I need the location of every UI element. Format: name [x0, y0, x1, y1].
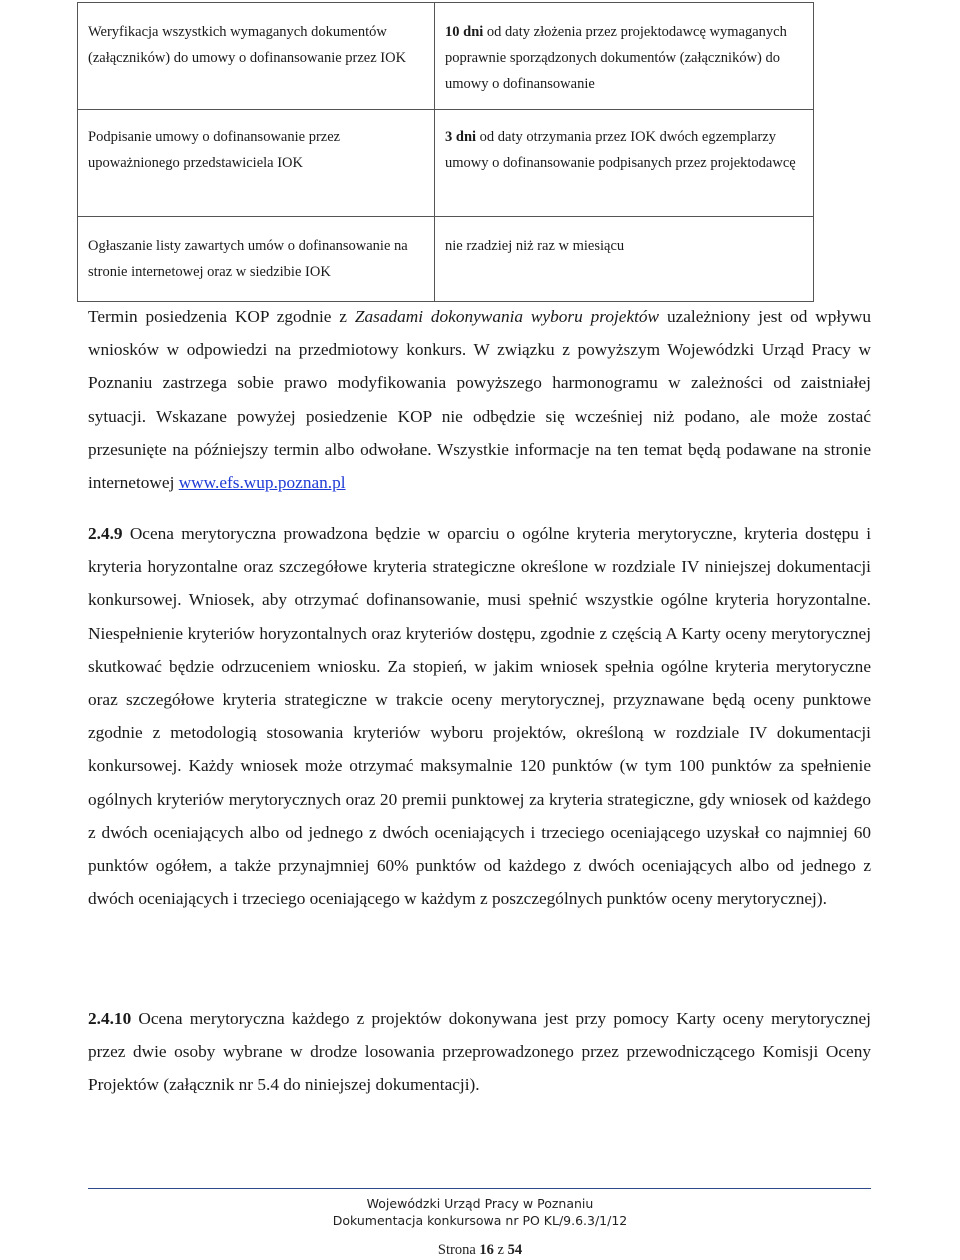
- deadline-text: nie rzadziej niż raz w miesiącu: [445, 238, 625, 254]
- task-text: Weryfikacja wszystkich wymaganych dokumentów (załączników) do umowy o dofinansowanie przez IOK: [88, 24, 407, 66]
- deadline-text: od daty złożenia przez projektodawcę wymaganych poprawnie sporządzonych dokumentów (załączników) do umowy o dofinansowanie: [445, 24, 787, 92]
- website-link[interactable]: www.efs.wup.poznan.pl: [178, 473, 346, 493]
- page-current: 16: [479, 1242, 494, 1258]
- section-number: 2.4.9: [88, 524, 123, 543]
- deadline-bold: 10 dni: [445, 24, 484, 40]
- paragraph-kop-schedule: [88, 300, 871, 499]
- page-number: [0, 1242, 960, 1259]
- paragraph-text: Ocena merytoryczna prowadzona będzie w oparciu o ogólne kryteria merytoryczne, kryteria dostępu i kryteria horyzontalne oraz szczegółowe kryteria strategiczne określone w rozdziale IV niniejszej dokumentacji konkursowej. Wniosek, aby otrzymać dofinansowanie, musi spełnić wszystkie ogólne kryteria horyzontalne. Niespełnienie kryteriów horyzontalnych oraz kryteriów dostępu, zgodnie z częścią A Karty oceny merytorycznej skutkować będzie odrzuceniem wniosku. Za stopień, w jakim wniosek spełnia ogólne kryteria merytoryczne oraz szczegółowe kryteria strategiczne w trakcie oceny merytorycznej, przyznawane będą oceny punktowe zgodnie z metodologią stosowania kryteriów wyboru projektów, określoną w rozdziale IV dokumentacji konkursowej. Każdy wniosek może otrzymać maksymalnie 120 punktów (w tym 100 punktów za spełnienie ogólnych kryteriów merytorycznych oraz 20 premii punktowej za kryteria strategiczne, gdy wniosek od każdego z dwóch oceniających albo od jednego z dwóch oceniających i trzeciego oceniającego uzyskał co najmniej 60 punktów ogółem, a także przynajmniej 60% punktów od każdego z dwóch oceniających albo od jednego z dwóch oceniających i trzeciego oceniającego w każdym z poszczególnych punktów oceny merytorycznej).: [88, 524, 871, 909]
- schedule-table: [77, 2, 814, 302]
- footer-institution: Wojewódzki Urząd Pracy w Poznaniu: [366, 1196, 594, 1211]
- task-text: Podpisanie umowy o dofinansowanie przez upoważnionego przedstawiciela IOK: [88, 129, 341, 171]
- table-row: [78, 3, 814, 110]
- page-total: 54: [507, 1242, 523, 1258]
- table-row: [78, 110, 814, 217]
- paragraph-italic-text: Zasadami dokonywania wyboru projektów: [354, 307, 660, 326]
- deadline-text: od daty otrzymania przez IOK dwóch egzemplarzy umowy o dofinansowanie podpisanych przez projektodawcę: [445, 129, 796, 171]
- page-prefix: Strona: [437, 1242, 480, 1258]
- table-cell-deadline: [435, 110, 814, 217]
- footer-divider: [88, 1188, 871, 1189]
- task-text: Ogłaszanie listy zawartych umów o dofinansowanie na stronie internetowej oraz w siedzibie IOK: [88, 238, 408, 280]
- paragraph-text: Termin posiedzenia KOP zgodnie z: [88, 307, 355, 326]
- deadline-bold: 3 dni: [445, 129, 477, 145]
- paragraph-text: Ocena merytoryczna każdego z projektów dokonywana jest przy pomocy Karty oceny merytorycznej przez dwie osoby wybrane w drodze losowania przeprowadzonego przez przewodniczącego Komisji Oceny Projektów (załącznik nr 5.4 do niniejszej dokumentacji).: [88, 1009, 871, 1095]
- table-cell-task: [78, 217, 435, 302]
- table-row: [78, 217, 814, 302]
- footer-document-id: Dokumentacja konkursowa nr PO KL/9.6.3/1/12: [332, 1213, 628, 1228]
- page-mid: z: [493, 1242, 508, 1258]
- table-cell-deadline: [435, 3, 814, 110]
- paragraph-2-4-9: [88, 517, 871, 915]
- table-cell-deadline: [435, 217, 814, 302]
- paragraph-text: uzależniony jest od wpływu wniosków w odpowiedzi na przedmiotowy konkurs. W związku z powyższym Wojewódzki Urząd Pracy w Poznaniu zastrzega sobie prawo modyfikowania powyższego harmonogramu w zależności od zaistniałej sytuacji. Wskazane powyżej posiedzenie KOP nie odbędzie się wcześniej niż podano, ale może zostać przesunięte na późniejszy termin albo odwołane. Wszystkie informacje na ten temat będą podawane na stronie internetowej: [88, 307, 871, 493]
- section-number: 2.4.10: [88, 1009, 132, 1028]
- table-cell-task: [78, 110, 435, 217]
- table-cell-task: [78, 3, 435, 110]
- paragraph-2-4-10: [88, 1002, 871, 1102]
